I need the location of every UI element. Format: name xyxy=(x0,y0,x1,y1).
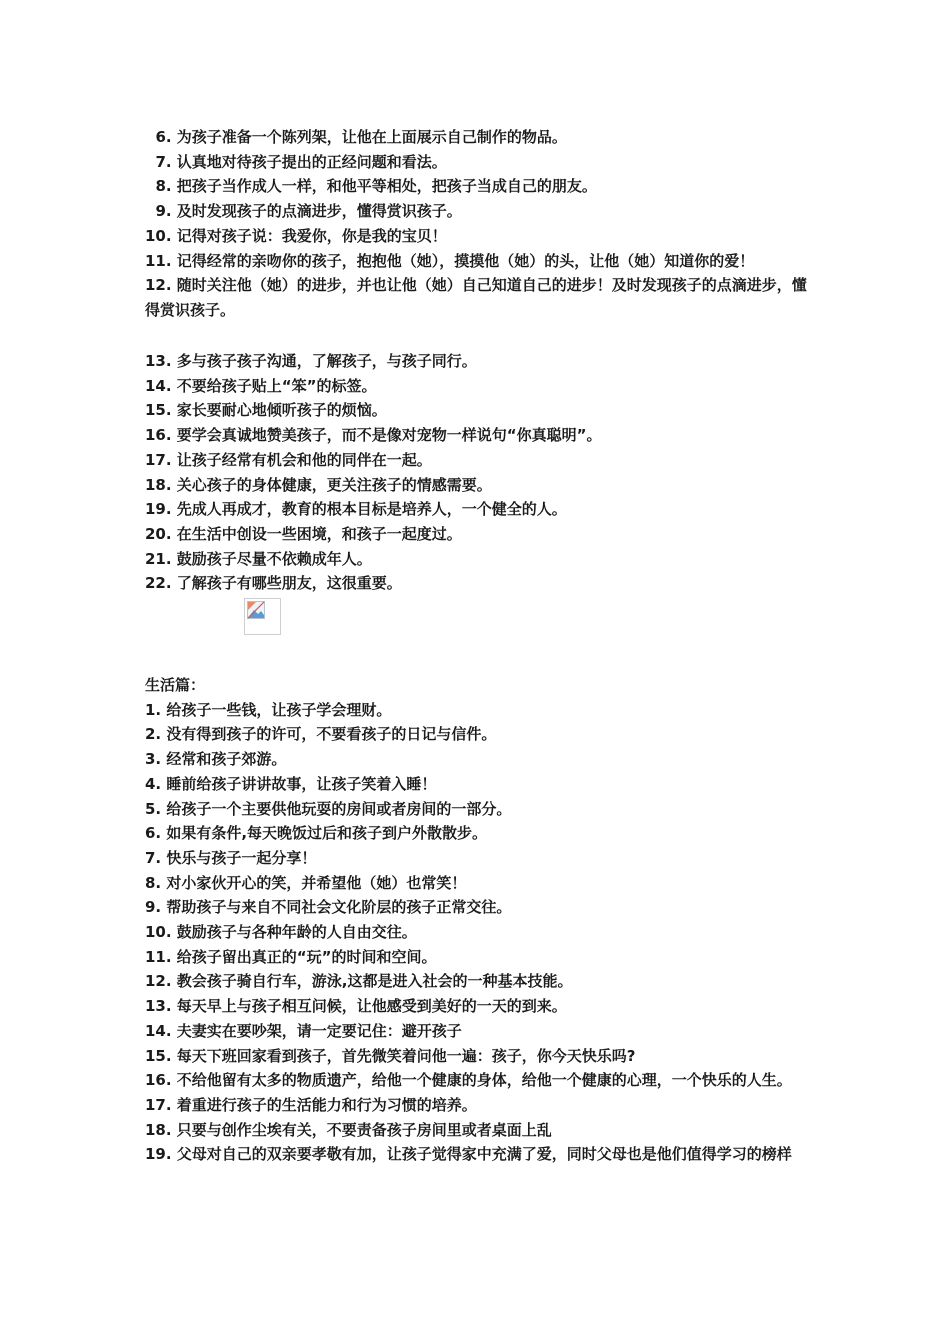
list-item: 6. 为孩子准备一个陈列架，让他在上面展示自己制作的物品。 xyxy=(145,128,567,146)
list-item: 5. 给孩子一个主要供他玩耍的房间或者房间的一部分。 xyxy=(145,799,512,818)
list-item: 4. 睡前给孩子讲讲故事，让孩子笑着入睡！ xyxy=(145,774,437,793)
broken-image-icon xyxy=(244,598,281,635)
list-item: 9. 及时发现孩子的点滴进步，懂得赏识孩子。 xyxy=(145,202,462,221)
list-item: 20. 在生活中创设一些困境，和孩子一起度过。 xyxy=(145,524,462,543)
list-item: 13. 多与孩子孩子沟通，了解孩子，与孩子同行。 xyxy=(145,352,477,370)
list-item: 10. 记得对孩子说：我爱你，你是我的宝贝！ xyxy=(145,226,447,245)
list-item: 14. 不要给孩子贴上“笨”的标签。 xyxy=(145,376,377,395)
list-item: 8. 对小家伙开心的笑，并希望他（她）也常笑！ xyxy=(145,873,467,892)
list-item: 18. 只要与创作尘埃有关，不要责备孩子房间里或者桌面上乱 xyxy=(145,1120,552,1139)
list-item: 15. 家长要耐心地倾听孩子的烦恼。 xyxy=(145,401,387,420)
list-item: 7. 认真地对待孩子提出的正经问题和看法。 xyxy=(145,152,447,171)
list-item: 16. 要学会真诚地赞美孩子，而不是像对宠物一样说句“你真聪明”。 xyxy=(145,426,602,445)
tips-list-part-2 xyxy=(145,349,815,596)
list-item: 15. 每天下班回家看到孩子，首先微笑着问他一遍：孩子，你今天快乐吗? xyxy=(145,1046,636,1065)
list-item: 8. 把孩子当作成人一样，和他平等相处，把孩子当成自己的朋友。 xyxy=(145,177,597,196)
list-item: 9. 帮助孩子与来自不同社会文化阶层的孩子正常交往。 xyxy=(145,898,512,917)
list-item: 10. 鼓励孩子与各种年龄的人自由交往。 xyxy=(145,923,417,942)
life-section xyxy=(145,673,815,1167)
list-item: 17. 让孩子经常有机会和他的同伴在一起。 xyxy=(145,450,432,469)
list-item: 12. 随时关注他（她）的进步，并也让他（她）自己知道自己的进步！及时发现孩子的点滴进步，懂得赏识孩子。 xyxy=(145,276,807,319)
list-item: 14. 夫妻实在要吵架，请一定要记住：避开孩子 xyxy=(145,1021,462,1040)
list-item: 3. 经常和孩子郊游。 xyxy=(145,750,287,769)
section-heading: 生活篇： xyxy=(145,676,206,694)
image-placeholder-icon xyxy=(247,601,265,619)
list-item: 21. 鼓励孩子尽量不依赖成年人。 xyxy=(145,549,372,568)
tips-list-part-1 xyxy=(145,125,815,323)
list-item: 1. 给孩子一些钱，让孩子学会理财。 xyxy=(145,700,392,719)
list-item: 2. 没有得到孩子的许可，不要看孩子的日记与信件。 xyxy=(145,725,497,744)
list-item: 22. 了解孩子有哪些朋友，这很重要。 xyxy=(145,574,402,593)
list-item: 19. 父母对自己的双亲要孝敬有加，让孩子觉得家中充满了爱，同时父母也是他们值得学习的榜样 xyxy=(145,1145,792,1164)
list-item: 19. 先成人再成才，教育的根本目标是培养人，一个健全的人。 xyxy=(145,500,567,519)
list-item: 17. 着重进行孩子的生活能力和行为习惯的培养。 xyxy=(145,1095,477,1114)
list-item: 18. 关心孩子的身体健康，更关注孩子的情感需要。 xyxy=(145,475,492,494)
list-item: 11. 记得经常的亲吻你的孩子，抱抱他（她），摸摸他（她）的头，让他（她）知道你的爱！ xyxy=(145,251,755,270)
list-item: 11. 给孩子留出真正的“玩”的时间和空间。 xyxy=(145,947,437,966)
list-item: 6. 如果有条件,每天晚饭过后和孩子到户外散散步。 xyxy=(145,824,488,843)
list-item: 16. 不给他留有太多的物质遗产，给他一个健康的身体，给他一个健康的心理，一个快乐的人生。 xyxy=(145,1071,792,1090)
list-item: 7. 快乐与孩子一起分享！ xyxy=(145,848,317,867)
list-item: 12. 教会孩子骑自行车，游泳,这都是进入社会的一种基本技能。 xyxy=(145,972,573,991)
list-item: 13. 每天早上与孩子相互问候，让他感受到美好的一天的到来。 xyxy=(145,997,567,1016)
